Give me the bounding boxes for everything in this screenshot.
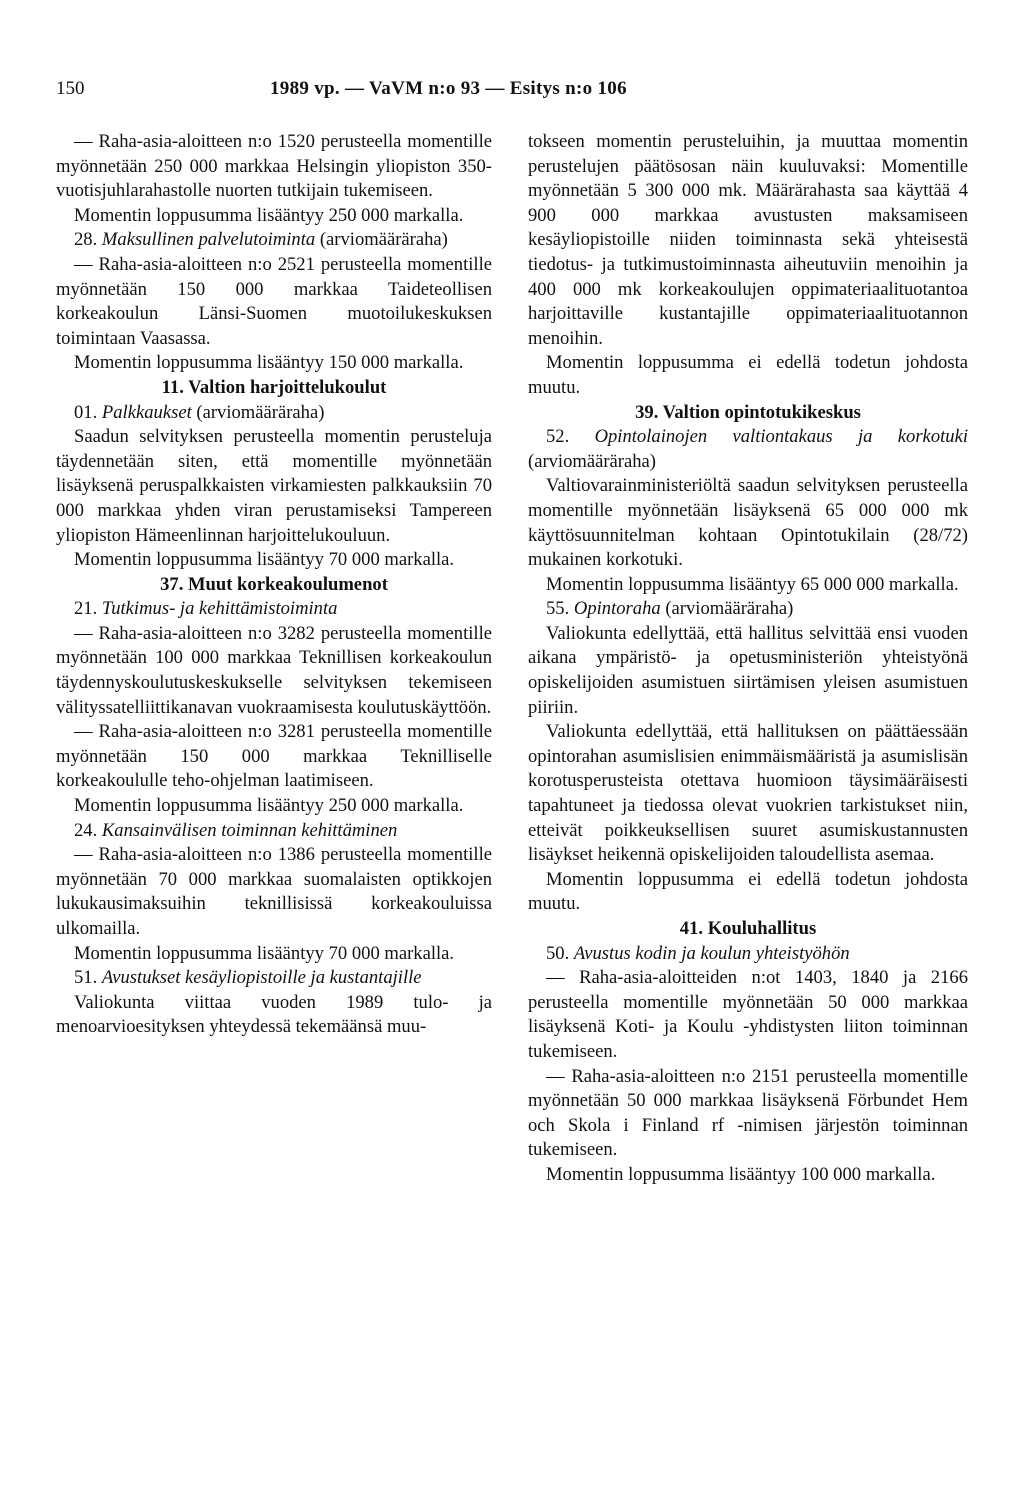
page-number: 150 — [56, 78, 85, 99]
item-heading-50: 50. Avustus kodin ja koulun yhteistyöhön — [546, 942, 850, 964]
item-title: Avustus kodin ja koulun yhteistyöhön — [573, 942, 850, 964]
item-title: Palkkaukset — [101, 401, 192, 423]
section-heading-37: 37. Muut korkeakoulumenot — [160, 573, 388, 595]
item-title: Maksullinen palvelutoiminta — [101, 229, 316, 251]
paragraph: Momentin loppusumma lisääntyy 70 000 markalla. — [74, 942, 455, 964]
page-title: 1989 vp. — VaVM n:o 93 — Esitys n:o 106 — [270, 78, 627, 99]
left-column — [56, 130, 492, 1040]
paragraph: — Raha-asia-aloitteiden n:ot 1403, 1840 ja 2166 perusteella momentille myönnetään 50 000 markkaa lisäyksenä Koti- ja Koulu -yhdistysten liiton toiminnan tukemiseen. — [528, 967, 968, 1062]
section-heading-39: 39. Valtion opintotukikeskus — [635, 401, 861, 423]
item-heading-28: 28. Maksullinen palvelutoiminta (arviomääräraha) — [74, 229, 448, 251]
paragraph: — Raha-asia-aloitteen n:o 1386 perusteella momentille myönnetään 70 000 markkaa suomalaisten optikkojen lukukausimaksuihin teknillisissä korkeakouluissa ulkomailla. — [56, 844, 492, 939]
item-title: Opintoraha — [573, 598, 661, 620]
paragraph: — Raha-asia-aloitteen n:o 3281 perusteella momentille myönnetään 150 000 markkaa Teknilliselle korkeakoululle teho-ohjelman laatimiseen. — [56, 721, 492, 792]
paragraph: — Raha-asia-aloitteen n:o 2151 perusteella momentille myönnetään 50 000 markkaa lisäyksenä Förbundet Hem och Skola i Finland rf -nimisen järjestön toiminnan tukemiseen. — [528, 1065, 968, 1161]
section-heading-41: 41. Kouluhallitus — [679, 918, 817, 939]
item-title: Tutkimus- ja kehittämistoiminta — [101, 598, 338, 620]
item-title: Opintolainojen valtiontakaus ja korkotuki — [594, 426, 968, 448]
paragraph: Valiokunta edellyttää, että hallituksen on päättäessään opintorahan asumislisien enimmäismääristä ja asumislisän korotusperusteista otettava huomioon täysimääräisesti tapahtuneet ja tiedossa olevat vuokrien tarkistukset niin, etteivät poikkeuksellisen suuret asumiskustannusten lisäykset heikennä opiskelijoiden taloudellista asemaa. — [528, 721, 968, 866]
item-heading-21: 21. Tutkimus- ja kehittämistoiminta — [74, 598, 338, 620]
paragraph: Momentin loppusumma lisääntyy 250 000 markalla. — [74, 204, 464, 226]
paragraph: Valtiovarainministeriöltä saadun selvityksen perusteella momentille myönnetään lisäyksenä 65 000 000 mk käyttösuunnitelman kohtaan Opintotukilain (28/72) mukainen korkotuki. — [528, 475, 968, 571]
paragraph: — Raha-asia-aloitteen n:o 2521 perusteella momentille myönnetään 150 000 markkaa Taideteollisen korkeakoulun Länsi-Suomen muotoilukeskuksen toimintaan Vaasassa. — [56, 253, 492, 349]
paragraph: Momentin loppusumma ei edellä todetun johdosta muutu. — [528, 868, 968, 915]
item-heading-51: 51. Avustukset kesäyliopistoille ja kustantajille — [74, 967, 422, 989]
paragraph: Momentin loppusumma lisääntyy 70 000 markalla. — [74, 549, 455, 571]
paragraph: Momentin loppusumma lisääntyy 250 000 markalla. — [74, 795, 464, 817]
paragraph: Momentin loppusumma lisääntyy 100 000 markalla. — [546, 1163, 936, 1185]
paragraph: Momentin loppusumma lisääntyy 150 000 markalla. — [74, 352, 464, 374]
paragraph: Momentin loppusumma lisääntyy 65 000 000 markalla. — [546, 573, 959, 595]
item-heading-55: 55. Opintoraha (arviomääräraha) — [546, 598, 794, 620]
paragraph: Saadun selvityksen perusteella momentin perusteluja täydennetään siten, että momentille myönnetään lisäyksenä peruspalkkaisten virkamiesten palkkauksiin 70 000 markkaa yhden viran perustamiseksi Tampereen yliopiston Hämeenlinnan harjoittelukouluun. — [56, 426, 492, 546]
item-heading-24: 24. Kansainvälisen toiminnan kehittäminen — [74, 819, 398, 841]
item-title: Avustukset kesäyliopistoille ja kustantajille — [101, 967, 422, 989]
paragraph: Valiokunta edellyttää, että hallitus selvittää ensi vuoden aikana ympäristö- ja opetusministeriön yhteistyönä opiskelijoiden asumistuen siirtämisen yleisen asumistuen piiriin. — [528, 622, 968, 718]
page-header — [56, 78, 956, 104]
paragraph: tokseen momentin perusteluihin, ja muuttaa momentin perustelujen päätösosan näin kuuluvaksi: Momentille myönnetään 5 300 000 mk. Määrärahasta saa käyttää 4 900 000 markkaa avustusten maksamiseen kesäyliopistoille niiden toiminnasta sekä yhteisestä tiedotus- ja tutkimustoiminnasta aiheutuviin menoihin ja 400 000 mk korkeakoulujen oppimateriaalituotantoa harjoittaville kustantajille oppimateriaalituotannon menoihin. — [528, 131, 968, 349]
item-heading-52: 52. Opintolainojen valtiontakaus ja korkotuki (arviomääräraha) — [528, 426, 968, 472]
right-column — [528, 130, 968, 1188]
section-heading-11: 11. Valtion harjoittelukoulut — [161, 376, 387, 398]
paragraph: Valiokunta viittaa vuoden 1989 tulo- ja menoarvioesityksen yhteydessä tekemäänsä muu- — [56, 991, 492, 1038]
paragraph: Momentin loppusumma ei edellä todetun johdosta muutu. — [528, 352, 968, 398]
item-heading-01: 01. Palkkaukset (arviomääräraha) — [74, 401, 325, 423]
paragraph: — Raha-asia-aloitteen n:o 1520 perusteella momentille myönnetään 250 000 markkaa Helsingin yliopiston 350-vuotisjuhlarahastolle nuorten tutkijain tukemiseen. — [56, 131, 492, 202]
item-title: Kansainvälisen toiminnan kehittäminen — [101, 819, 398, 841]
paragraph: — Raha-asia-aloitteen n:o 3282 perusteella momentille myönnetään 100 000 markkaa Teknillisen korkeakoulun täydennyskoulutuskeskukselle selvityksen tekemiseen välityssatelliittikanavan vuokraamisesta koulutuskäyttöön. — [56, 622, 492, 718]
